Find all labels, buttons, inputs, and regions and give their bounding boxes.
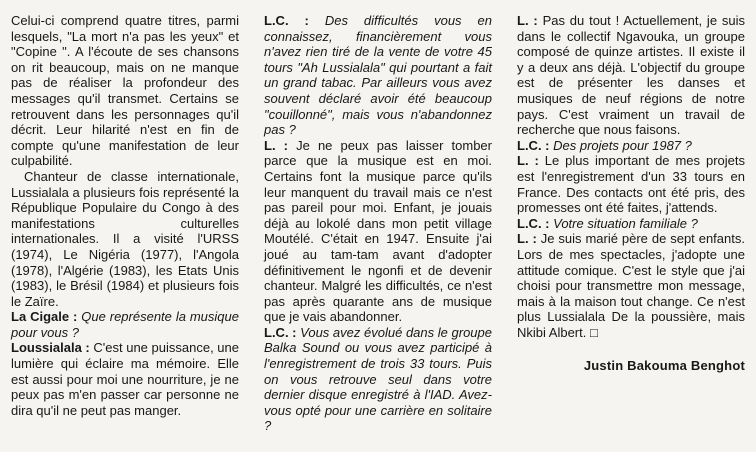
question-text: Vous avez évolué dans le groupe Balka Sound ou vous avez participé à l'enregistrement de trois 33 tours. Puis on vous retrouve seul dans votre dernier disque enregistré à l'IAD. Avez-vous opté pour une carrière en solitaire ? [264,324,492,434]
answer-text: C'est une puissance, une lumière qui éclaire ma mémoire. Elle est aussi pour moi une nourriture, je ne peux pas m'en passer car personne ne dira qu'il ne peut pas manger. [11,340,239,418]
author-byline: Justin Bakouma Benghot [583,358,745,374]
interviewee-label: L. : [264,137,288,153]
article-column-2 [264,13,492,452]
question-block [264,325,492,434]
interviewer-label: L.C. : [517,215,550,231]
answer-block [11,340,239,418]
question-block [11,309,239,340]
interviewer-label: L.C. : [264,324,297,340]
article-column-1 [11,13,239,452]
answer-text: Le plus important de mes projets est l'enregistrement d'un 33 tours en France. Des contacts ont été pris, des promesses ont été faites, j'attends. [517,153,745,216]
answer-block [517,231,745,340]
interviewer-label: La Cigale : [11,309,78,325]
intro-paragraph: Celui-ci comprend quatre titres, parmi lesquels, "La mort n'a pas les yeux" et "Copine ". A l'écoute de ses chansons on rit beaucoup, mais on ne manque pas de réaliser la profondeur des messages qu'il transmet. Certains se retrouvent dans les personnages qu'il décrit. Leur hilarité n'est en fin de compte qu'une manifestation de leur culpabilité. [11,13,239,169]
interviewee-label: L. : [517,231,537,247]
answer-text: Pas du tout ! Actuellement, je suis dans le collectif Ngavouka, un groupe composé de quinze artistes. Il existe il y a deux ans déjà. L'objectif du groupe est de présenter les danses et musiques de neuf régions de notre pays. C'est vraiment un travail de recherche que nous faisons. [517,13,745,138]
question-text: Votre situation familiale ? [553,215,698,231]
question-text: Des difficultés vous en connaissez, financièrement vous n'avez rien tiré de la vente de votre 45 tours "Ah Lussialala" qui pourtant a fait un grand tabac. Par ailleurs vous avez souvent déclaré avoir été beaucoup "couillonné", mais vous n'abandonnez pas ? [264,13,492,138]
interviewee-label: L. : [517,13,538,28]
question-block [517,138,745,154]
answer-block [264,138,492,325]
interviewer-label: L.C. : [264,13,309,28]
bio-paragraph: Chanteur de classe internationale, Lussialala a plusieurs fois représenté la République Populaire du Congo à des manifestations culturelles internationales. Il a visité l'URSS (1974), Le Nigéria (1977), l'Angola (1978), l'Algérie (1983), les Etats Unis (1983), le Brésil (1984) et plusieurs fois le Zaïre. [11,168,239,309]
answer-block [517,153,745,215]
answer-text: Je suis marié père de sept enfants. Lors de mes spectacles, j'adopte une attitude comique. C'est le style que j'ai choisi pour transmettre mon message, mais à la maison tout change. Ce n'est plus Lussialala De la poussière, mais Nkibi Albert. [517,231,745,340]
end-of-article-mark: □ [590,324,598,340]
answer-block [517,13,745,138]
question-text: Des projets pour 1987 ? [553,137,692,153]
article-column-3 [517,13,745,452]
question-block [264,13,492,138]
interviewee-label: L. : [517,153,539,169]
interviewee-label: Loussialala : [11,340,90,356]
answer-text: Je ne peux pas laisser tomber parce que la musique est en moi. Certains font la musique parce qu'ils leur manquent du travail mais ce n'est pas pareil pour moi. Enfant, je jouais déjà au lokolé dans mon petit village Moutélé. C'était en 1947. Ensuite j'ai joué au tam-tam avant d'adopter définitivement le ngonfi et de devenir chanteur. Malgré les difficultés, ce n'est pas après quarante ans de musique que je vais abandonner. [264,137,492,325]
interviewer-label: L.C. : [517,137,550,153]
question-text: Que représente la musique pour vous ? [11,309,239,340]
question-block [517,216,745,232]
